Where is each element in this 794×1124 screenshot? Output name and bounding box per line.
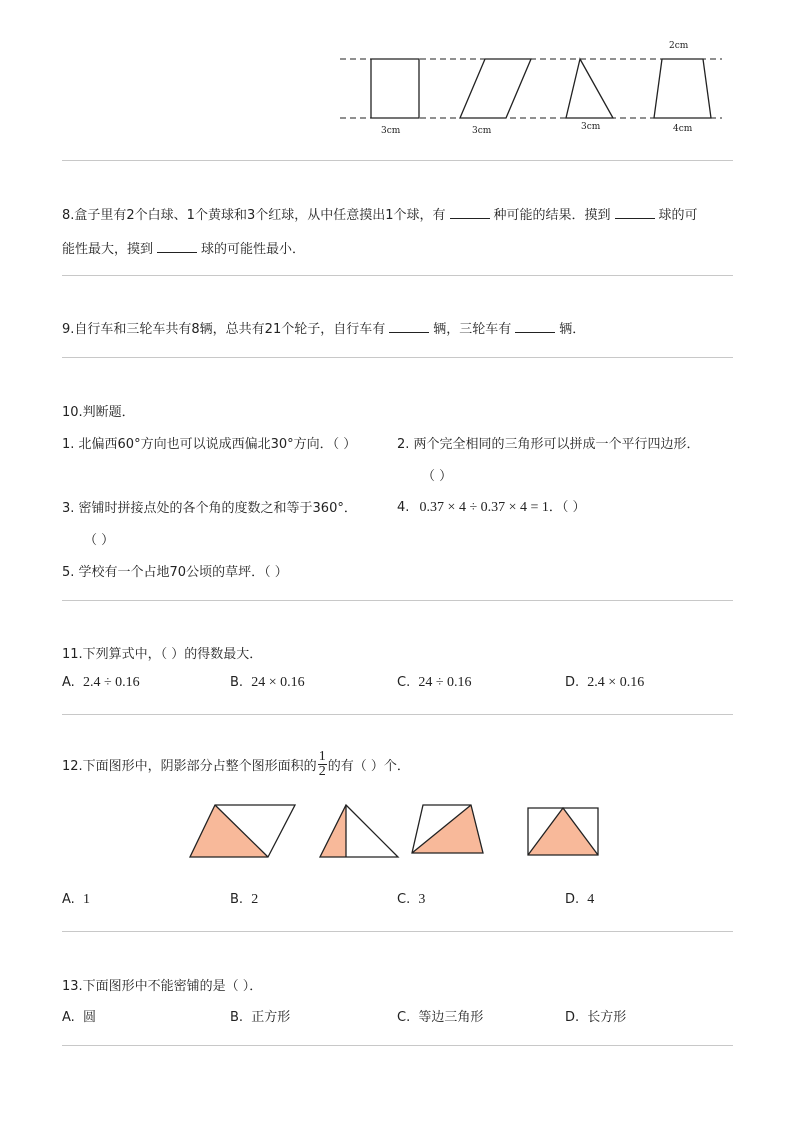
option-text: 正方形 bbox=[251, 1010, 291, 1025]
option-c[interactable] bbox=[397, 892, 425, 908]
option-expression: 24 × 0.16 bbox=[251, 675, 305, 690]
option-text: 圆 bbox=[82, 1010, 96, 1025]
question-11-stem: 11.下列算式中，（ ）的得数最大． bbox=[62, 647, 263, 662]
divider bbox=[62, 1045, 733, 1046]
q8-text: 球的可 bbox=[658, 208, 698, 223]
option-b[interactable] bbox=[230, 1006, 290, 1025]
question-12-stem bbox=[62, 750, 410, 779]
q8-text: 能性最大，摸到 bbox=[62, 242, 154, 257]
fraction-numerator: 1 bbox=[318, 749, 326, 764]
option-expression: 2.4 × 0.16 bbox=[587, 675, 645, 690]
q9-text: 辆，三轮车有 bbox=[433, 322, 512, 337]
judge-item-5: 5. 学校有一个占地70公顷的草坪．（ ） bbox=[62, 565, 288, 580]
option-a[interactable] bbox=[62, 1006, 96, 1025]
question-9 bbox=[62, 318, 585, 337]
answer-blank[interactable] bbox=[157, 240, 197, 253]
triangle-base-label: 3cm bbox=[581, 122, 601, 132]
divider bbox=[62, 714, 733, 715]
option-c[interactable] bbox=[397, 675, 472, 691]
judge-item-4-expression: 0.37 × 4 ÷ 0.37 × 4 = 1 bbox=[419, 500, 549, 515]
shaded-shapes-figure bbox=[185, 800, 605, 866]
option-letter: B. bbox=[230, 892, 244, 907]
parallelogram-shaded-part bbox=[190, 805, 268, 857]
judge-item-3: 3. 密铺时拼接点处的各个角的度数之和等于360°． bbox=[62, 501, 357, 516]
parallelogram-shape bbox=[460, 59, 531, 118]
triangle-shape bbox=[566, 59, 613, 118]
answer-blank[interactable] bbox=[389, 320, 429, 333]
option-letter: A. bbox=[62, 892, 75, 907]
rectangle-shape bbox=[371, 59, 419, 118]
option-text: 长方形 bbox=[587, 1010, 627, 1025]
question-8-line-2 bbox=[62, 238, 305, 257]
parallelogram-base-label: 3cm bbox=[472, 126, 492, 136]
option-letter: B. bbox=[230, 1010, 244, 1025]
option-a[interactable] bbox=[62, 892, 90, 908]
judge-item-4-tail: ．（ ） bbox=[548, 500, 586, 515]
q8-text: 球的可能性最小． bbox=[201, 242, 306, 257]
divider bbox=[62, 600, 733, 601]
q9-text: 辆． bbox=[559, 322, 586, 337]
answer-blank[interactable] bbox=[515, 320, 555, 333]
option-expression: 2.4 ÷ 0.16 bbox=[82, 675, 140, 690]
option-letter: C. bbox=[397, 1010, 411, 1025]
option-letter: D. bbox=[565, 892, 580, 907]
option-value: 3 bbox=[418, 892, 426, 907]
option-text: 等边三角形 bbox=[418, 1010, 484, 1025]
option-letter: A. bbox=[62, 675, 75, 690]
option-value: 1 bbox=[82, 892, 90, 907]
q8-text: 8.盒子里有2个白球、1个黄球和3个红球，从中任意摸出1个球，有 bbox=[62, 208, 446, 223]
divider bbox=[62, 931, 733, 932]
option-letter: A. bbox=[62, 1010, 75, 1025]
rectangle-shaded-part bbox=[528, 808, 598, 855]
q12-text: 12.下面图形中，阴影部分占整个图形面积的 bbox=[62, 759, 317, 774]
option-letter: D. bbox=[565, 1010, 580, 1025]
fraction-denominator: 2 bbox=[318, 764, 326, 779]
option-a[interactable] bbox=[62, 675, 140, 691]
option-letter: C. bbox=[397, 892, 411, 907]
option-letter: D. bbox=[565, 675, 580, 690]
judge-item-2: 2. 两个完全相同的三角形可以拼成一个平行四边形． bbox=[397, 437, 700, 452]
option-b[interactable] bbox=[230, 892, 258, 908]
q12-text: 的有（ ）个． bbox=[327, 759, 410, 774]
q9-text: 9.自行车和三轮车共有8辆，总共有21个轮子，自行车有 bbox=[62, 322, 386, 337]
option-d[interactable] bbox=[565, 675, 644, 691]
question-8-line-1 bbox=[62, 204, 698, 223]
option-letter: C. bbox=[397, 675, 411, 690]
q8-text: 种可能的结果．摸到 bbox=[493, 208, 611, 223]
option-value: 2 bbox=[251, 892, 259, 907]
option-c[interactable] bbox=[397, 1006, 483, 1025]
option-expression: 24 ÷ 0.16 bbox=[418, 675, 472, 690]
judge-item-3-paren[interactable]: （ ） bbox=[84, 533, 115, 548]
option-letter: B. bbox=[230, 675, 244, 690]
judge-item-4-label: 4. bbox=[397, 500, 410, 515]
one-half-fraction bbox=[318, 750, 327, 779]
trapezoid-shape bbox=[654, 59, 711, 118]
option-value: 4 bbox=[587, 892, 595, 907]
divider bbox=[62, 275, 733, 276]
judge-item-1: 1. 北偏西60°方向也可以说成西偏北30°方向．（ ） bbox=[62, 437, 357, 452]
option-b[interactable] bbox=[230, 675, 305, 691]
answer-blank[interactable] bbox=[450, 206, 490, 219]
option-d[interactable] bbox=[565, 892, 594, 908]
judge-item-2-paren[interactable]: （ ） bbox=[422, 469, 453, 484]
rectangle-base-label: 3cm bbox=[381, 126, 401, 136]
divider bbox=[62, 357, 733, 358]
question-13-stem: 13.下面图形中不能密铺的是（ ）． bbox=[62, 979, 263, 994]
trapezoid-base-label: 4cm bbox=[673, 124, 693, 134]
judge-item-4 bbox=[397, 496, 586, 516]
option-d[interactable] bbox=[565, 1006, 626, 1025]
answer-blank[interactable] bbox=[615, 206, 655, 219]
trapezoid-top-label: 2cm bbox=[669, 41, 689, 51]
question-10-title: 10.判断题． bbox=[62, 405, 135, 420]
divider bbox=[62, 160, 733, 161]
